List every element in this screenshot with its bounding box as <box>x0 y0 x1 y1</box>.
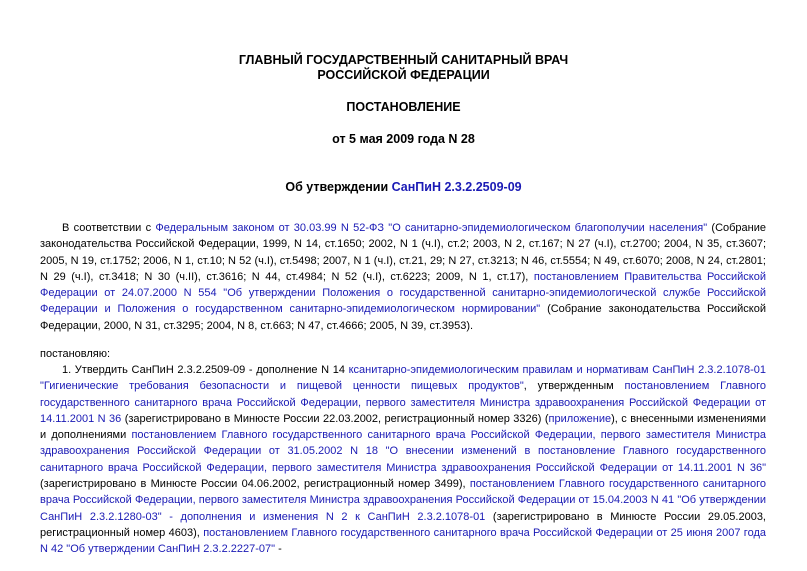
federal-law-link[interactable]: Федеральным законом от 30.03.99 N 52-ФЗ "О санитарно-эпидемиологическом благополучии населения" <box>155 222 708 234</box>
item-1-paragraph <box>40 362 766 558</box>
preamble-text-2: (Собрание законодательства Российской Федерации, 1999, N 14, ст.1650; 2002, N 1 (ч.I), ст.2; 2003, N 2, ст.167; N 27 (ч.I), ст.2700; 2004, N 35, ст.3607; 2005, N 19, ст.1752; 2006, N 1, ст.10; N 52 (ч.I), ст.5498; 2007, N 1 (ч.I), ст.21, 29; N 27, ст.3213; N 46, ст.5554; N 49, ст.6070; 2008, N 24, ст.2801; N 29 (ч.I), ст.3418; N 30 (ч.II), ст.3616; N 44, ст.4984; N 52 (ч.I), ст.6223; 2009, N 1, ст.17), <box>40 222 766 283</box>
item-1-text-7: - <box>275 543 282 556</box>
resolve-paragraph: постановляю: <box>40 348 111 360</box>
item-1-text-1: 1. Утвердить СанПиН 2.3.2.2509-09 - дополнение N 14 <box>62 364 349 376</box>
resolution-41-link[interactable]: постановлением Главного государственного санитарного врача Российской Федерации, первого заместителя Министра здравоохранения Российской Федерации от 15.04.2003 N 41 "Об утверждении СанПиН 2.3.2.1280-03" - дополнения и изменения N 2 к СанПиН 2.3.2.1078-01 <box>40 478 766 523</box>
subject-prefix: Об утверждении <box>285 180 392 194</box>
document-date: от 5 мая 2009 года N 28 <box>332 132 475 146</box>
item-1-text-5: (зарегистрировано в Минюсте России 04.06.2002, регистрационный номер 3499), <box>40 478 470 491</box>
sanpin-1078-link[interactable]: ксанитарно-эпидемиологическим правилам и нормативам СанПиН 2.3.2.1078-01 "Гигиенические требования безопасности и пищевой ценности пищевых продуктов" <box>40 364 766 393</box>
government-resolution-link[interactable]: постановлением Правительства Российской Федерации от 24.07.2000 N 554 "Об утверждении Положения о государственной санитарно-эпидемиологической службе Российской Федерации и Положения о государственном санитарно-эпидемиологическом нормировании" <box>40 270 767 316</box>
item-1-text-6: (зарегистрировано в Минюсте России 29.05.2003, регистрационный номер 4603), <box>40 510 766 539</box>
resolution-36-link[interactable]: постановлением Главного государственного санитарного врача Российской Федерации, первого заместителя Министра здравоохранения Российской Федерации от 14.11.2001 N 36 <box>40 380 766 425</box>
resolution-42-link[interactable]: постановлением Главного государственного санитарного врача Российской Федерации от 25 июня 2007 года N 42 "Об утверждении СанПиН 2.3.2.2227-07" <box>40 526 766 556</box>
issuer-title-line-1: ГЛАВНЫЙ ГОСУДАРСТВЕННЫЙ САНИТАРНЫЙ ВРАЧ <box>238 53 569 67</box>
preamble-text-3: (Собрание законодательства Российской Федерации, 2000, N 31, ст.3295; 2004, N 8, ст.663; N 47, ст.4666; 2005, N 39, ст.3953). <box>40 303 766 332</box>
appendix-link[interactable]: приложение <box>548 412 612 425</box>
document-subject <box>0 180 807 195</box>
item-1-text-2: , утвержденным <box>523 380 625 393</box>
issuer-title-line-2: РОССИЙСКОЙ ФЕДЕРАЦИИ <box>317 68 490 82</box>
sanpin-link[interactable]: СанПиН 2.3.2.2509-09 <box>391 180 522 194</box>
document-type: ПОСТАНОВЛЕНИЕ <box>346 100 461 114</box>
preamble-paragraph <box>40 220 766 334</box>
item-1-text-4: ), с внесенными изменениями и дополнениями <box>40 412 766 442</box>
resolution-18-link[interactable]: постановлением Главного государственного санитарного врача Российской Федерации, первого заместителя Министра здравоохранения Российской Федерации от 31.05.2002 N 18 "О внесении изменений в постановление Главного государственного санитарного врача Российской Федерации, первого заместителя Министра здравоохранения Российской Федерации от 14.11.2001 N 36" <box>40 429 766 474</box>
preamble-text-1: В соответствии с <box>62 222 156 234</box>
item-1-text-3: (зарегистрировано в Минюсте России 22.03.2002, регистрационный номер 3326) ( <box>121 412 549 425</box>
